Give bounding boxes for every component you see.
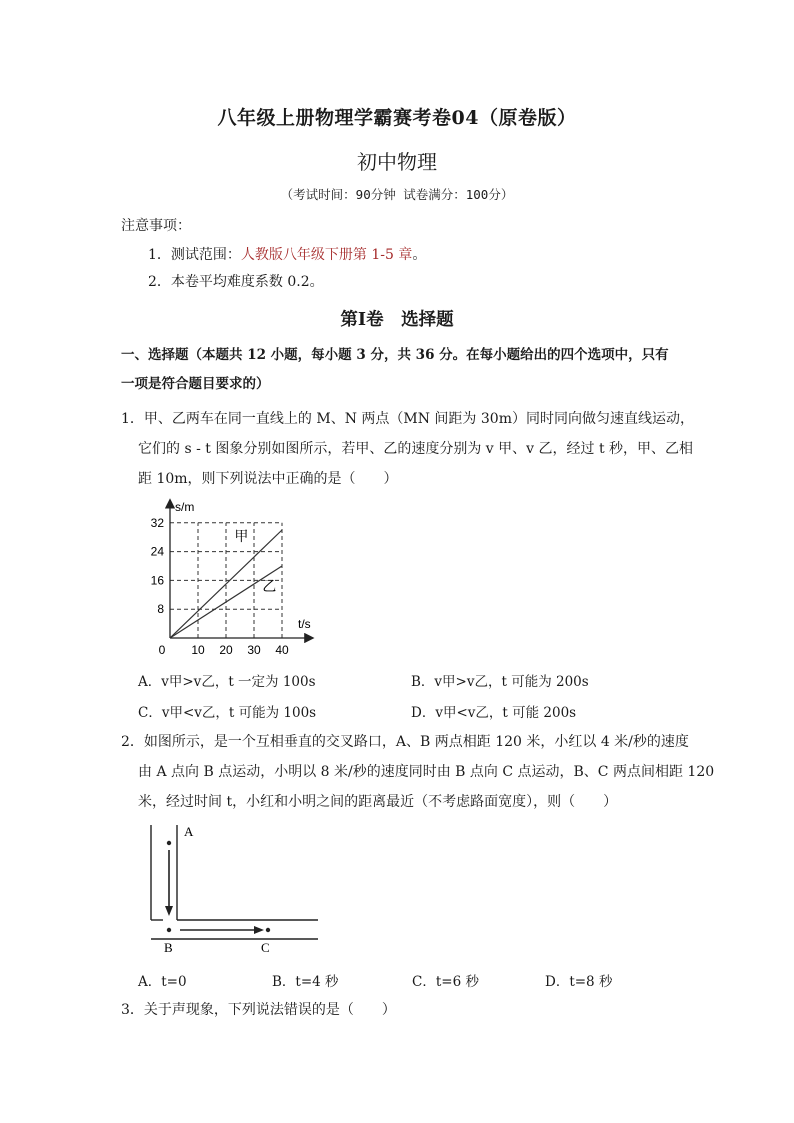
x-tick-label: 30 — [247, 643, 261, 657]
q1-option-a[interactable]: A．v甲>v乙，t 一定为 100s — [138, 674, 316, 690]
st-graph — [140, 497, 340, 662]
x-tick-label: 20 — [219, 643, 233, 657]
y-tick-label: 8 — [157, 602, 164, 617]
q1-text-line1: 1．甲、乙两车在同一直线上的 M、N 两点（MN 间距为 30m）同时同向做匀速直线运动， — [121, 411, 694, 427]
q2-text-line1: 2．如图所示，是一个互相垂直的交叉路口，A、B 两点相距 120 米，小红以 4 米/秒的速度 — [121, 734, 689, 750]
q1-option-d[interactable]: D．v甲<v乙，t 可能 200s — [411, 705, 577, 721]
section-instruction-line1: 一、选择题（本题共 12 小题，每小题 3 分，共 36 分。在每小题给出的四个选项中，只有 — [121, 347, 669, 363]
notes-heading: 注意事项： — [121, 218, 191, 234]
point-a-dot — [167, 841, 171, 845]
x-tick-label: 40 — [275, 643, 289, 657]
notes-item-1-suffix: 。 — [412, 247, 427, 263]
label-c: C — [261, 940, 270, 955]
test-scope-highlight: 人教版八年级下册第 1-5 章 — [240, 247, 413, 263]
document-title: 八年级上册物理学霸赛考卷04（原卷版） — [217, 107, 577, 129]
y-tick-label: 16 — [150, 573, 164, 588]
q3-text-line1: 3．关于声现象，下列说法错误的是（ ） — [121, 1002, 396, 1018]
q1-text-line2: 它们的 s - t 图象分别如图所示，若甲、乙的速度分别为 v 甲、v 乙，经过 t 秒，甲、乙相 — [138, 441, 694, 457]
x-tick-label: 0 — [158, 643, 166, 657]
y-axis-label: s/m — [175, 499, 195, 514]
subject-title: 初中物理 — [357, 150, 437, 174]
q2-option-c[interactable]: C．t=6 秒 — [412, 974, 479, 990]
series-label-1: 甲 — [234, 528, 249, 545]
section-instruction-line2: 一项是符合题目要求的） — [121, 376, 270, 392]
q2-text-line2: 由 A 点向 B 点运动，小明以 8 米/秒的速度同时由 B 点向 C 点运动，B、C 两点间相距 120 — [138, 764, 715, 780]
notes-item-1 — [148, 245, 426, 265]
q2-option-a[interactable]: A．t=0 — [138, 974, 187, 990]
q2-option-d[interactable]: D．t=8 秒 — [545, 974, 613, 990]
label-b: B — [164, 940, 173, 955]
series-label-2: 乙 — [262, 579, 277, 596]
exam-info: （考试时间：90分钟 试卷满分：100分） — [280, 187, 514, 202]
arrow-b-to-c-head — [254, 926, 264, 934]
notes-item-1-prefix: 1．测试范围： — [148, 247, 241, 263]
y-tick-label: 24 — [150, 544, 164, 559]
point-c-dot — [266, 928, 270, 932]
notes-item-2: 2．本卷平均难度系数 0.2。 — [148, 274, 324, 290]
point-b-dot — [167, 928, 171, 932]
q1-option-c[interactable]: C．v甲<v乙，t 可能为 100s — [138, 705, 317, 721]
x-axis-label: t/s — [298, 617, 311, 631]
q2-option-b[interactable]: B．t=4 秒 — [272, 974, 339, 990]
crossroad-diagram — [148, 822, 320, 957]
q2-text-line3: 米，经过时间 t，小红和小明之间的距离最近（不考虑路面宽度），则（ ） — [138, 794, 618, 810]
section-title: 第Ⅰ卷 选择题 — [340, 310, 454, 330]
arrow-a-to-b-head — [165, 906, 173, 916]
y-tick-label: 32 — [150, 515, 164, 530]
x-tick-label: 10 — [191, 643, 205, 657]
q1-option-b[interactable]: B．v甲>v乙，t 可能为 200s — [411, 674, 589, 690]
q1-text-line3: 距 10m，则下列说法中正确的是（ ） — [138, 471, 398, 487]
label-a: A — [184, 824, 194, 839]
